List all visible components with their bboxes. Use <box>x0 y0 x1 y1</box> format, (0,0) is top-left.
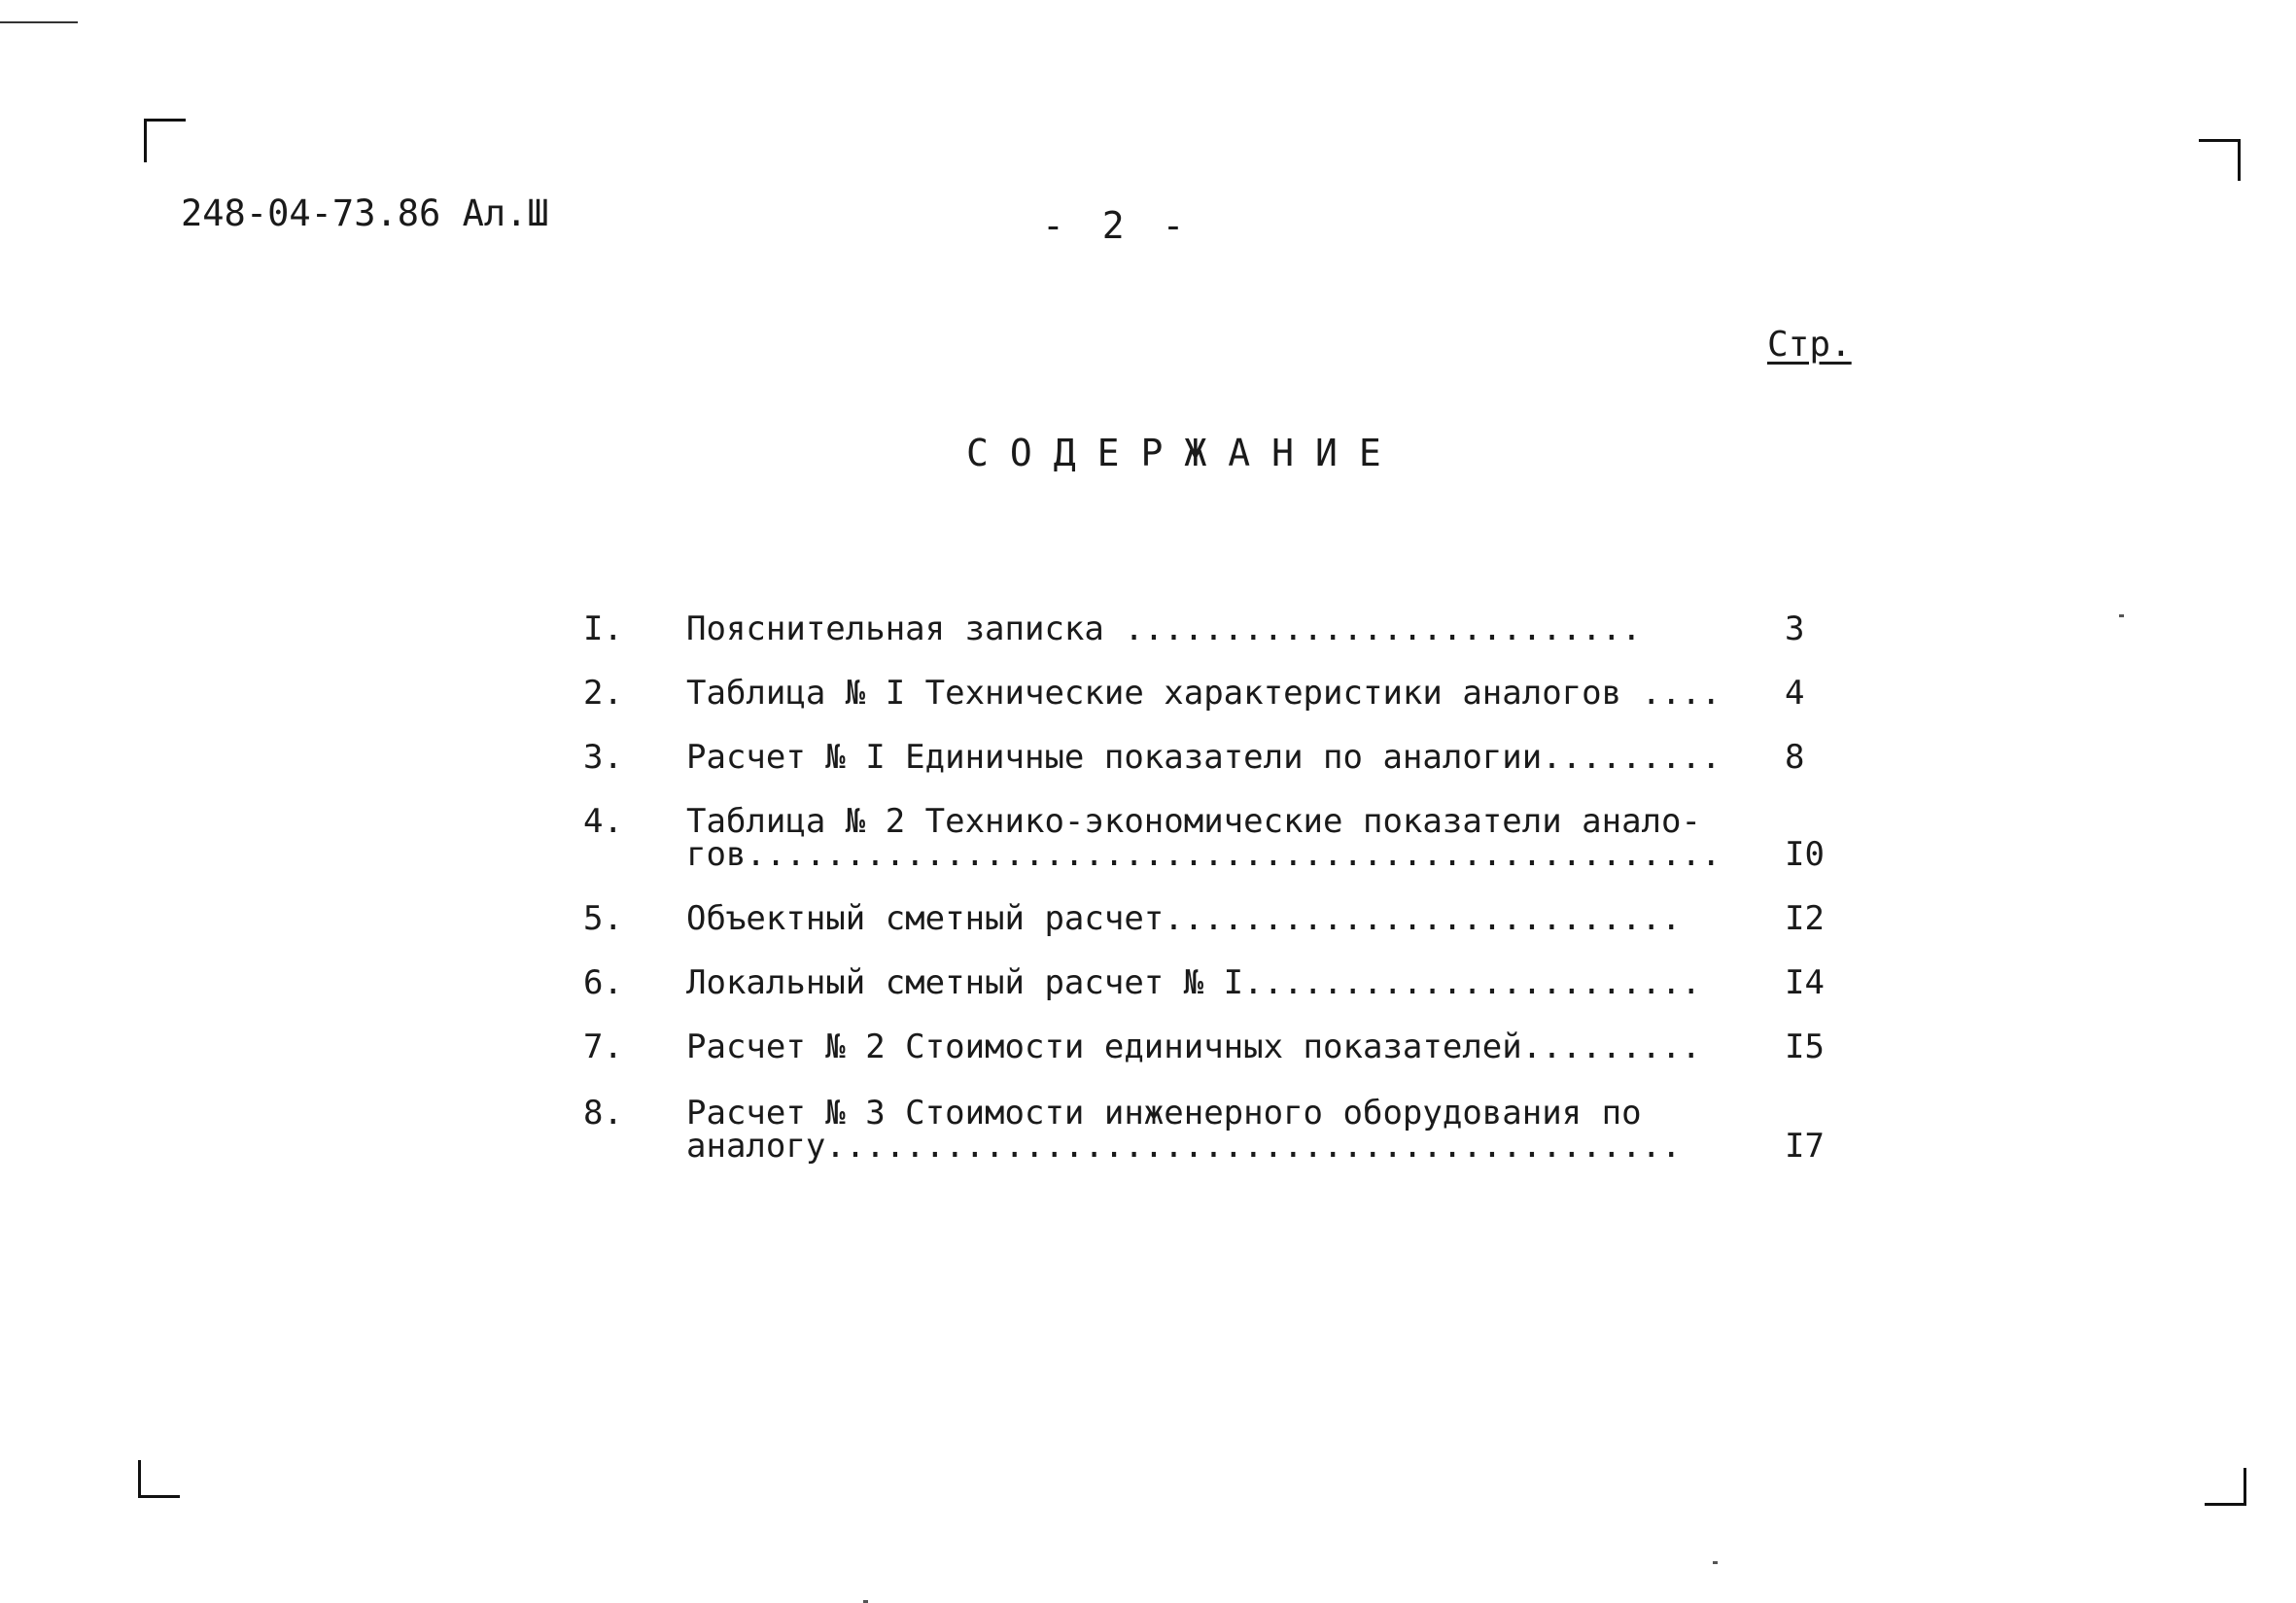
toc-entry-number: 2. <box>583 674 623 713</box>
crop-mark-bottom-left <box>138 1460 180 1498</box>
scan-speck <box>1713 1561 1718 1564</box>
scan-speck <box>2119 614 2124 617</box>
toc-entry-title: Объектный сметный расчет.......................... <box>686 899 1682 938</box>
document-code: 248-04-73.86 Ал.Ш <box>181 192 549 234</box>
toc-entry-title: Таблица № 2 Технико-экономические показатели анало- гов................................................. <box>686 802 1722 874</box>
toc-entry-title: Расчет № 3 Стоимости инженерного оборудования по аналогу........................................... <box>686 1094 1682 1166</box>
toc-entry-number: 7. <box>583 1028 623 1066</box>
toc-entry-page: I2 <box>1785 899 1825 938</box>
toc-entry-page: 8 <box>1785 738 1805 777</box>
scan-artifact-line <box>0 21 78 23</box>
crop-mark-top-right <box>2199 139 2241 181</box>
page-column-label: Стр. <box>1767 325 1852 365</box>
toc-entry-number: 3. <box>583 738 623 777</box>
toc-entry-page: I0 <box>1785 835 1825 874</box>
toc-entry-page: 3 <box>1785 610 1805 648</box>
toc-entry-title: Локальный сметный расчет № I....................... <box>686 963 1701 1002</box>
crop-mark-top-left <box>144 119 186 162</box>
crop-mark-bottom-right <box>2205 1468 2246 1506</box>
toc-entry-number: 4. <box>583 802 623 841</box>
toc-entry-title: Расчет № 2 Стоимости единичных показателей......... <box>686 1028 1701 1066</box>
toc-entry-title: Пояснительная записка .......................... <box>686 610 1642 648</box>
toc-entry-page: 4 <box>1785 674 1805 713</box>
toc-entry-page: I4 <box>1785 963 1825 1002</box>
toc-entry-number: I. <box>583 610 623 648</box>
toc-entry-number: 5. <box>583 899 623 938</box>
toc-entry-title: Расчет № I Единичные показатели по аналогии......... <box>686 738 1722 777</box>
page-number: - 2 - <box>1042 204 1193 247</box>
contents-heading: СОДЕРЖАНИЕ <box>966 432 1403 474</box>
toc-entry-number: 6. <box>583 963 623 1002</box>
toc-entry-title: Таблица № I Технические характеристики аналогов .... <box>686 674 1722 713</box>
toc-entry-number: 8. <box>583 1094 623 1133</box>
toc-entry-page: I7 <box>1785 1127 1825 1166</box>
toc-entry-page: I5 <box>1785 1028 1825 1066</box>
